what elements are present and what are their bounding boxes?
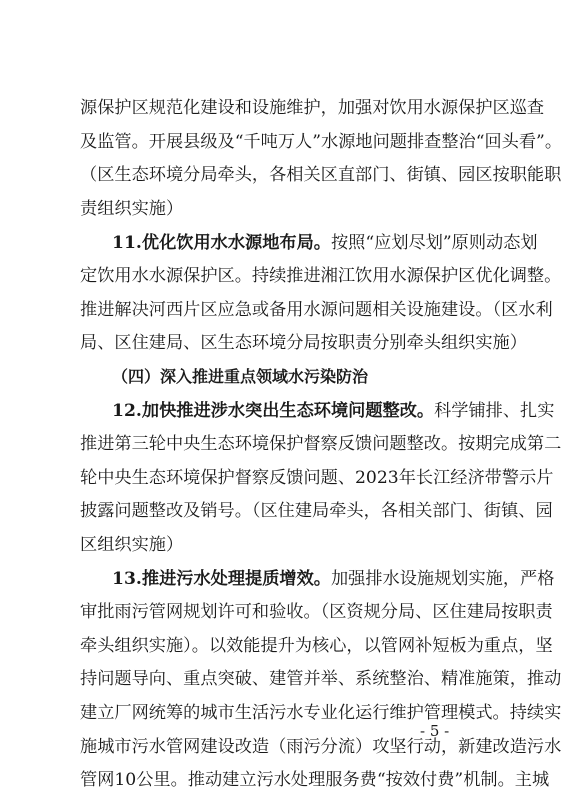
text-line: 牵头组织实施）。以效能提升为核心，以管网补短板为重点，坚 bbox=[80, 636, 553, 656]
text-line: （区生态环境分局牵头，各相关区直部门、街镇、园区按职能职 bbox=[80, 165, 562, 185]
text-line: 建立厂网统筹的城市生活污水专业化运行维护管理模式。持续实 bbox=[80, 703, 562, 723]
text-line: 审批雨污管网规划许可和验收。（区资规分局、区住建局按职责 bbox=[80, 602, 553, 622]
text-line: 推进解决河西片区应急或备用水源问题相关设施建设。（区水利 bbox=[80, 300, 553, 320]
text-line: 及监管。开展县级及“千吨万人”水源地问题排查整治“回头看”。 bbox=[80, 132, 562, 152]
item-13-heading-line: 13.推进污水处理提质增效。加强排水设施规划实施，严格 bbox=[112, 569, 555, 589]
text-line: 区组织实施） bbox=[80, 535, 184, 555]
item-12-title: 12.加快推进涉水突出生态环境问题整改。 bbox=[112, 401, 435, 421]
item-13-title: 13.推进污水处理提质增效。 bbox=[112, 569, 331, 589]
item-11-title: 11.优化饮用水水源地布局。 bbox=[112, 233, 331, 253]
section-heading: （四）深入推进重点领域水污染防治 bbox=[112, 367, 369, 386]
text-line: 披露问题整改及销号。（区住建局牵头，各相关部门、街镇、园 bbox=[80, 501, 553, 521]
text-line: 源保护区规范化建设和设施维护，加强对饮用水源保护区巡查 bbox=[80, 98, 545, 118]
page-number: - 5 - bbox=[420, 722, 450, 740]
text-line: 定饮用水水源保护区。持续推进湘江饮用水源保护区优化调整。 bbox=[80, 266, 562, 286]
item-12-heading-line: 12.加快推进涉水突出生态环境问题整改。科学铺排、扎实 bbox=[112, 401, 555, 421]
text-line: 施城市污水管网建设改造（雨污分流）攻坚行动，新建改造污水 bbox=[80, 737, 562, 757]
item-11-heading-line: 11.优化饮用水水源地布局。按照“应划尽划”原则动态划 bbox=[112, 233, 538, 253]
text-line: 持问题导向、重点突破、建管并举、系统整治、精准施策，推动 bbox=[80, 669, 562, 689]
text-line: 推进第三轮中央生态环境保护督察反馈问题整改。按期完成第二 bbox=[80, 434, 562, 454]
text-line: 责组织实施） bbox=[80, 199, 184, 219]
text-line: 轮中央生态环境保护督察反馈问题、2023年长江经济带警示片 bbox=[80, 468, 554, 488]
text-line: 管网10公里。推动建立污水处理服务费“按效付费”机制。主城 bbox=[80, 770, 550, 790]
text-line: 局、区住建局、区生态环境分局按职责分别牵头组织实施） bbox=[80, 333, 527, 353]
